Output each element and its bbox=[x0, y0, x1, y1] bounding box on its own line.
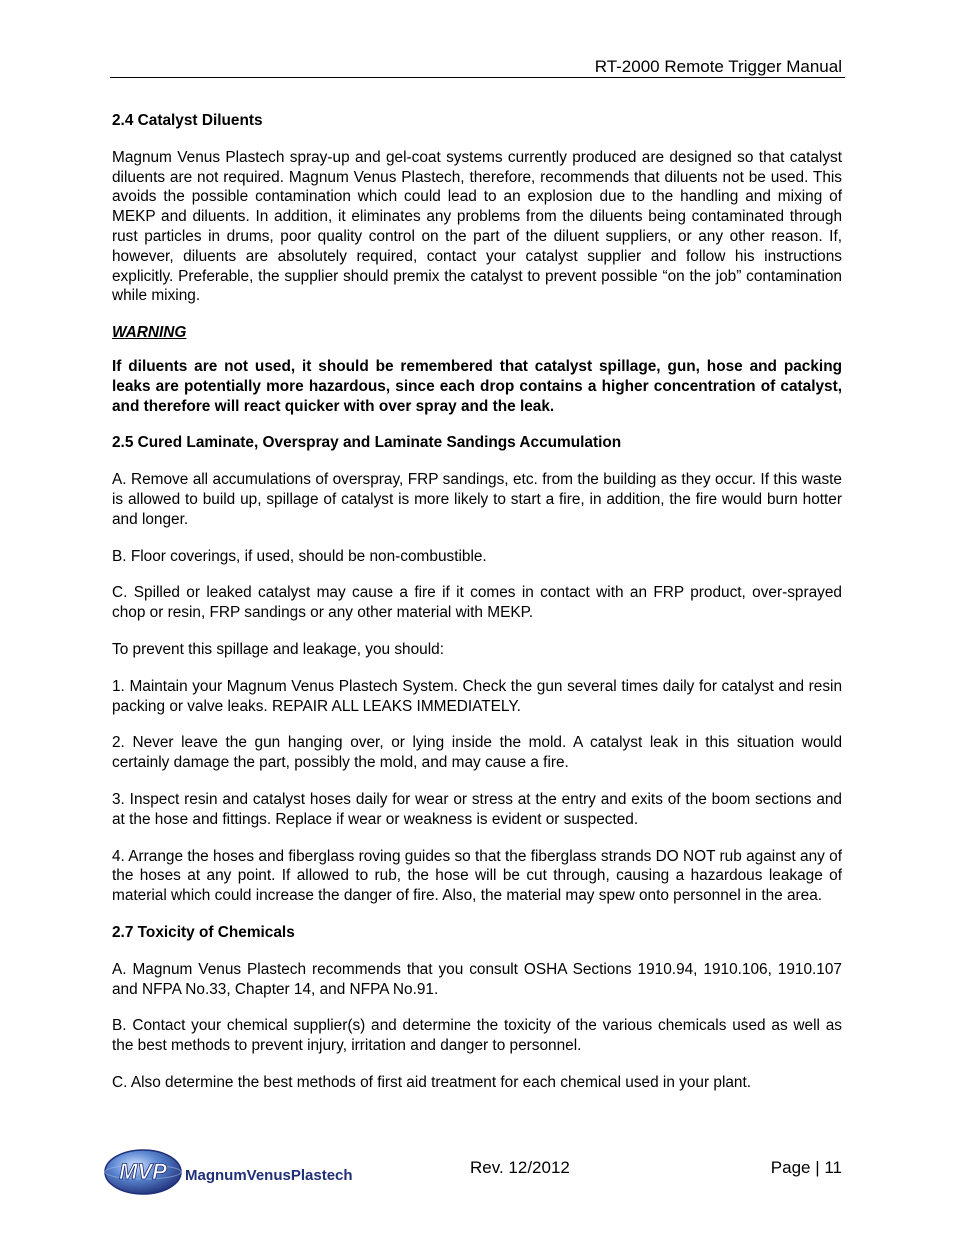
paragraph-s27-a: A. Magnum Venus Plastech recommends that you consult OSHA Sections 1910.94, 1910.106, 1910.107 and NFPA No.33, Chapter 14, and NFPA No.91. bbox=[112, 960, 842, 998]
section-heading-catalyst-diluents: 2.4 Catalyst Diluents bbox=[112, 112, 263, 129]
page-header-title: RT-2000 Remote Trigger Manual bbox=[594, 57, 842, 76]
svg-text:MVP: MVP bbox=[119, 1159, 167, 1184]
svg-text:MagnumVenusPlastech: MagnumVenusPlastech bbox=[185, 1167, 353, 1184]
header-rule bbox=[110, 77, 845, 78]
page-number: Page | 11 bbox=[770, 1158, 842, 1177]
list-item-2: 2. Never leave the gun hanging over, or lying inside the mold. A catalyst leak in this situation would certainly damage the part, possibly the mold, and may cause a fire. bbox=[112, 734, 842, 772]
paragraph-s25-a: A. Remove all accumulations of overspray, FRP sandings, etc. from the building as they occur. If this waste is allowed to build up, spillage of catalyst is more likely to start a fire, in addition, the fire would burn hotter and longer. bbox=[112, 471, 842, 528]
warning-text: If diluents are not used, it should be remembered that catalyst spillage, gun, hose and packing leaks are potentially more hazardous, since each drop contains a higher concentration of catalyst, and therefore will react quicker with over spray and the leak. bbox=[112, 357, 842, 415]
paragraph-s25-c: C. Spilled or leaked catalyst may cause a fire if it comes in contact with an FRP product, over-sprayed chop or resin, FRP sandings or any other material with MEKP. bbox=[112, 584, 842, 622]
paragraph-s27-b: B. Contact your chemical supplier(s) and determine the toxicity of the various chemicals used as well as the best methods to prevent injury, irritation and danger to personnel. bbox=[112, 1017, 842, 1055]
paragraph-s25-b: B. Floor coverings, if used, should be non-combustible. bbox=[112, 547, 487, 565]
company-logo bbox=[103, 1146, 385, 1196]
list-item-4: 4. Arrange the hoses and fiberglass roving guides so that the fiberglass strands DO NOT rub against any of the hoses at any point. If allowed to rub, the hose will be cut through, causing a hazardous leakage of material which could increase the danger of fire. Also, the material may spew onto personnel in the area. bbox=[112, 847, 842, 905]
document-body bbox=[112, 111, 842, 1110]
section-heading-cured-laminate: 2.5 Cured Laminate, Overspray and Laminate Sandings Accumulation bbox=[112, 434, 622, 452]
paragraph-s27-c: C. Also determine the best methods of first aid treatment for each chemical used in your plant. bbox=[112, 1073, 752, 1091]
paragraph-catalyst-diluents: Magnum Venus Plastech spray-up and gel-coat systems currently produced are designed so that catalyst diluents are not required. Magnum Venus Plastech, therefore, recommends that diluents not be used. This avoids the possible contamination which could lead to an explosion due to the handling and mixing of MEKP and diluents. In addition, it eliminates any problems from the diluents being contaminated through rust particles in drums, poor quality control on the part of the diluent suppliers, or any other reason. If, however, diluents are absolutely required, contact your catalyst supplier and follow his instructions explicitly. Preferable, the supplier should premix the catalyst to prevent possible “on the job” contamination while mixing. bbox=[112, 148, 842, 305]
mvp-logo-icon bbox=[103, 1146, 385, 1196]
warning-label: WARNING bbox=[112, 324, 187, 342]
list-item-1: 1. Maintain your Magnum Venus Plastech System. Check the gun several times daily for catalyst and resin packing or valve leaks. REPAIR ALL LEAKS IMMEDIATELY. bbox=[112, 677, 842, 715]
list-item-3: 3. Inspect resin and catalyst hoses daily for wear or stress at the entry and exits of the boom sections and at the hose and fittings. Replace if wear or weakness is evident or suspected. bbox=[112, 790, 842, 828]
section-heading-toxicity: 2.7 Toxicity of Chemicals bbox=[112, 923, 295, 941]
paragraph-s25-intro: To prevent this spillage and leakage, you should: bbox=[112, 640, 444, 658]
revision-label: Rev. 12/2012 bbox=[470, 1158, 570, 1177]
